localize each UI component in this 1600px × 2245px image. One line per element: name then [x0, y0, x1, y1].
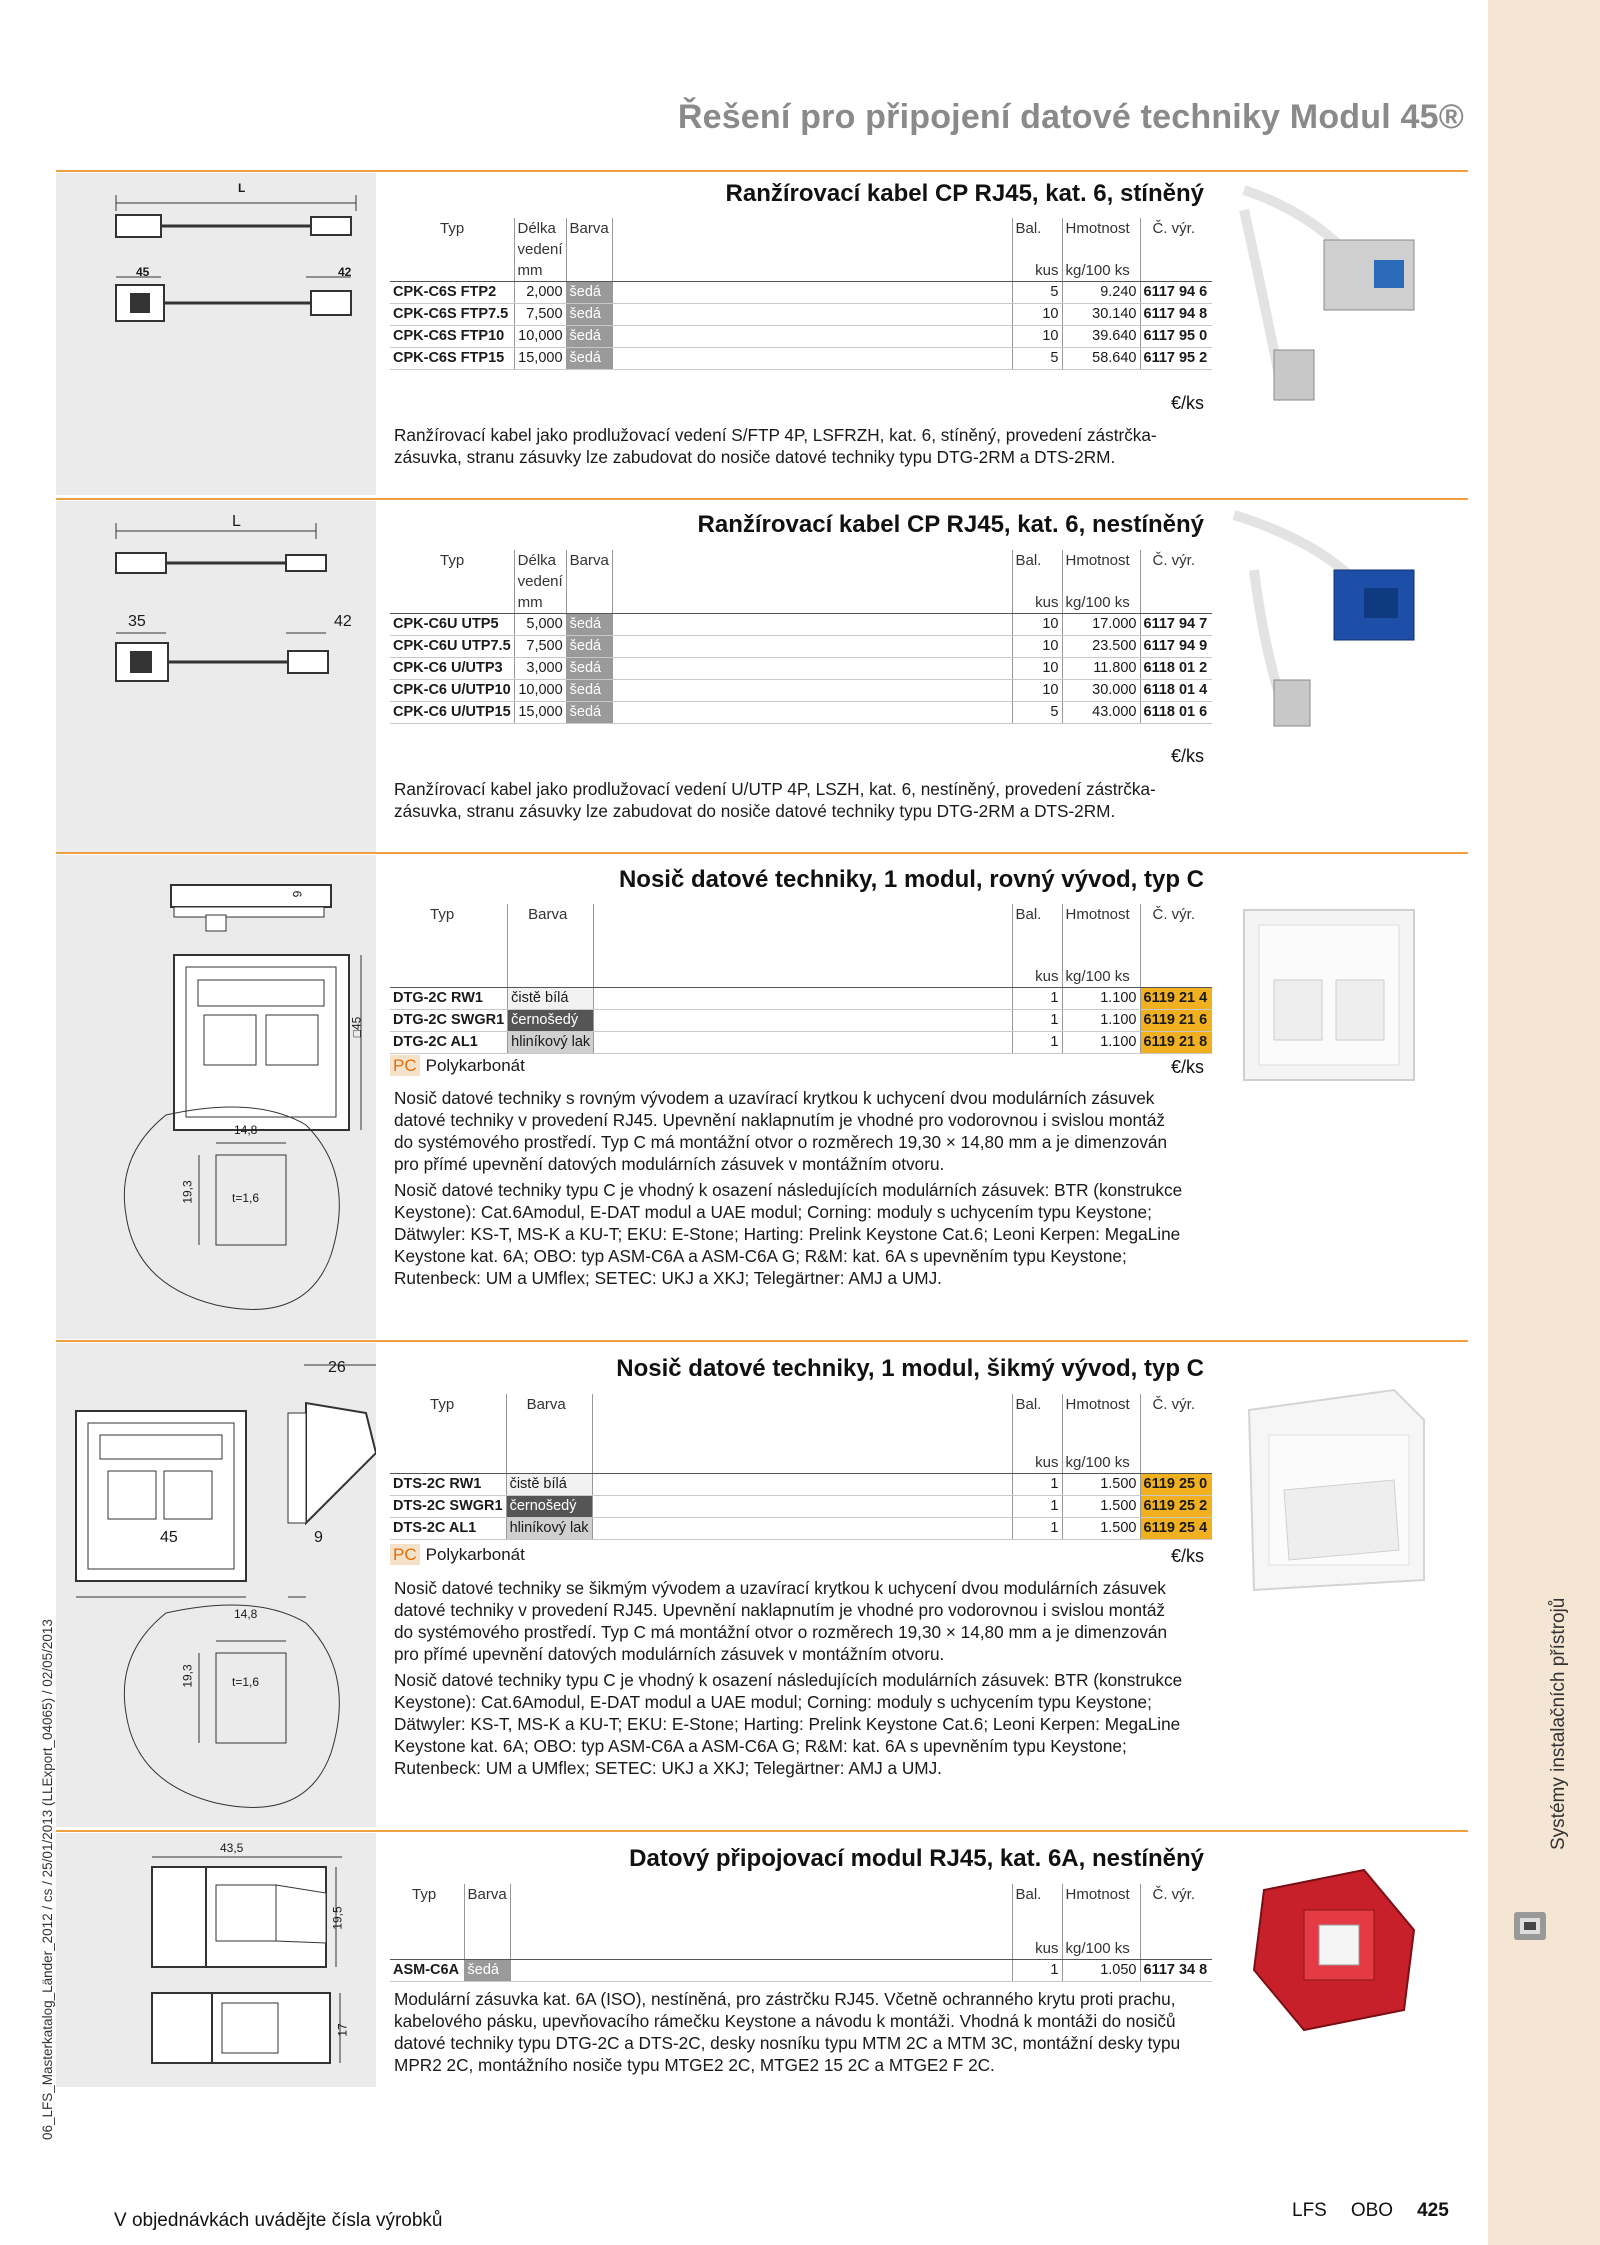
- page-title: Řešení pro připojení datové techniky Modul 45®: [677, 98, 1464, 136]
- dim-b: 42: [338, 265, 352, 279]
- section-title: Ranžírovací kabel CP RJ45, kat. 6, stíněný: [725, 180, 1204, 207]
- table-row: CPK-C6 U/UTP10 10,000 šedá 10 30.000 6118 01 4: [390, 680, 1212, 702]
- table-row: DTS-2C AL1 hliníkový lak 1 1.500 6119 25 4: [390, 1518, 1212, 1540]
- product-photo-carrier-straight: [1224, 900, 1438, 1100]
- socket-icon: [1512, 1908, 1548, 1944]
- table-row: ASM-C6A šedá 1 1.050 6117 34 8: [390, 1960, 1212, 1982]
- drawing-carrier-straight: 9 □45 14,8 19,3 t=1,6: [56, 855, 376, 1339]
- table-row: DTS-2C RW1 čistě bílá 1 1.500 6119 25 0: [390, 1474, 1212, 1496]
- table-row: CPK-C6S FTP15 15,000 šedá 5 58.640 6117 95 2: [390, 348, 1212, 370]
- product-table: Typ Délka vedení Barva Bal. Hmotnost Č. výr. mm kus kg/100 ks CPK-C6S FTP2 2,000 šedá 5 9.240 6117 94 6 CPK-C6S FTP7.5 7,500 šedá 10 30.140 6117 94 8 CPK-C6S FTP10 10,000 šedá 10 39.640 6117 95 0 CPK-C6S FTP15 15,000 šedá 5 58.640 6117 95 2: [390, 218, 1212, 370]
- material-note: PC Polykarbonát: [390, 1545, 525, 1565]
- currency-label: €/ks: [1170, 746, 1204, 766]
- product-photo-cable-unshielded: [1224, 510, 1438, 750]
- product-table: Typ Barva Bal. Hmotnost Č. výr. kus kg/100 ks DTG-2C RW1 čistě bílá 1 1.100 6119 21 4 DTG-2C SWGR1 černošedý 1 1.100 6119 21 6 DTG-2C AL1 hliníkový lak 1 1.100 6119 21 8: [390, 904, 1212, 1054]
- table-row: DTG-2C RW1 čistě bílá 1 1.100 6119 21 4: [390, 988, 1212, 1010]
- table-row: CPK-C6S FTP7.5 7,500 šedá 10 30.140 6117 94 8: [390, 304, 1212, 326]
- table-row: CPK-C6 U/UTP15 15,000 šedá 5 43.000 6118 01 6: [390, 702, 1212, 724]
- table-row: CPK-C6S FTP2 2,000 šedá 5 9.240 6117 94 6: [390, 282, 1212, 304]
- section-divider: [56, 1340, 1468, 1342]
- section-divider: [56, 852, 1468, 854]
- table-row: CPK-C6U UTP7.5 7,500 šedá 10 23.500 6117 94 9: [390, 636, 1212, 658]
- product-table: Typ Barva Bal. Hmotnost Č. výr. kus kg/100 ks DTS-2C RW1 čistě bílá 1 1.500 6119 25 0 DTS-2C SWGR1 černošedý 1 1.500 6119 25 2 DTS-2C AL1 hliníkový lak 1 1.500 6119 25 4: [390, 1394, 1212, 1540]
- drawing-module: 43,5 19,5 17: [56, 1833, 376, 2087]
- product-photo-carrier-angled: [1224, 1380, 1438, 1600]
- section-title: Nosič datové techniky, 1 modul, šikmý vývod, typ C: [616, 1355, 1204, 1382]
- section-title: Nosič datové techniky, 1 modul, rovný vývod, typ C: [618, 866, 1204, 893]
- section-title: Ranžírovací kabel CP RJ45, kat. 6, nestíněný: [697, 511, 1204, 538]
- description: Modulární zásuvka kat. 6A (ISO), nestíněná, pro zástrčku RJ45. Včetně ochranného krytu proti prachu, kabelového pásku, upevňovacího rámečku Keystone a návodu k montáži. Vhodná k montáži do nosičů datové techniky typu DTG-2C a DTS-2C, desky nosníku typu MTM 2C a MTM 3C, montážní desky typu MPR2 2C, montážního nosiče typu MTGE2 2C, MTGE2 15 2C a MTGE2 F 2C.: [394, 1989, 1181, 2075]
- product-table: Typ Barva Bal. Hmotnost Č. výr. kus kg/100 ks ASM-C6A šedá 1 1.050 6117 34 8: [390, 1884, 1212, 1982]
- table-row: DTG-2C SWGR1 černošedý 1 1.100 6119 21 6: [390, 1010, 1212, 1032]
- pc-badge: PC: [390, 1544, 420, 1565]
- section-title: Datový připojovací modul RJ45, kat. 6A, nestíněný: [629, 1845, 1204, 1872]
- description: Nosič datové techniky se šikmým vývodem a uzavírací krytkou k uchycení dvou modulárních zásuvek datové techniky v provedení RJ45. Upevnění naklapnutím je vhodné pro vodorovnou i svislou montáž do systémového prostředí. Typ C má montážní otvor o rozměrech 19,30 × 14,80 mm a je dimenzován pro přímé upevnění datových modulárních zásuvek v montážním otvoru. Nosič datové techniky typu C je vhodný k osazení následujících modulárních zásuvek: BTR (konstrukce Keystone): Cat.6Amodul, E-DAT modul a UAE modul; Corning: moduly s uchycením typu Keystone; Dätwyler: KS-T, MS-K a KU-T; EKU: E-Stone; Harting: Prelink Keystone Cat.6; Leoni Kerpen: MegaLine Keystone kat. 6A; OBO: typ ASM-C6A a ASM-C6A G; R&M: kat. 6A s upevněním typu Keystone; Rutenbeck: UM a UMflex; SETEC: UKJ a XKJ; Telegärtner: AMJ a UMJ.: [394, 1578, 1183, 1778]
- currency-label: €/ks: [1170, 1546, 1204, 1566]
- currency-label: €/ks: [1170, 393, 1204, 413]
- product-photo-module: [1224, 1860, 1438, 2040]
- footer-note: V objednávkách uvádějte čísla výrobků: [114, 2210, 443, 2231]
- table-row: DTS-2C SWGR1 černošedý 1 1.500 6119 25 2: [390, 1496, 1212, 1518]
- footer-brand: LFS OBO 425: [1292, 2200, 1449, 2221]
- dim-l: L: [238, 181, 246, 195]
- table-row: CPK-C6 U/UTP3 3,000 šedá 10 11.800 6118 01 2: [390, 658, 1212, 680]
- material-note: PC Polykarbonát: [390, 1056, 525, 1076]
- description: Ranžírovací kabel jako prodlužovací vedení U/UTP 4P, LSZH, kat. 6, nestíněný, provedení zástrčka-zásuvka, stranu zásuvky lze zabudovat do nosiče datové techniky typu DTG-2RM a DTS-2RM.: [394, 779, 1156, 821]
- product-table: Typ Délka vedení Barva Bal. Hmotnost Č. výr. mm kus kg/100 ks CPK-C6U UTP5 5,000 šedá 10 17.000 6117 94 7 CPK-C6U UTP7.5 7,500 šedá 10 23.500 6117 94 9 CPK-C6 U/UTP3 3,000 šedá 10 11.800 6118 01 2 CPK-C6 U/UTP10 10,000 šedá 10 30.000 6118 01 4 CPK-C6 U/UTP15 15,000 šedá 5 43.000 6118 01 6: [390, 550, 1212, 724]
- dim-l: L: [232, 513, 241, 530]
- description: Ranžírovací kabel jako prodlužovací vedení S/FTP 4P, LSFRZH, kat. 6, stíněný, provedení zástrčka-zásuvka, stranu zásuvky lze zabudovat do nosiče datové techniky typu DTG-2RM a DTS-2RM.: [394, 425, 1157, 467]
- product-photo-cable-shielded: [1224, 180, 1438, 420]
- section-divider: [56, 498, 1468, 500]
- drawing-cable-unshielded: [56, 501, 376, 853]
- table-row: CPK-C6S FTP10 10,000 šedá 10 39.640 6117 95 0: [390, 326, 1212, 348]
- table-row: DTG-2C AL1 hliníkový lak 1 1.100 6119 21 8: [390, 1032, 1212, 1054]
- drawing-cable-shielded: [56, 173, 376, 495]
- dim-b: 42: [334, 613, 352, 630]
- dim-a: 45: [136, 265, 150, 279]
- dim-a: 35: [128, 613, 146, 630]
- table-row: CPK-C6U UTP5 5,000 šedá 10 17.000 6117 94 7: [390, 614, 1212, 636]
- drawing-carrier-angled: 26 45 9 14,8 19,3 t=1,6: [56, 1343, 376, 1827]
- page-number: 425: [1417, 2200, 1449, 2221]
- description: Nosič datové techniky s rovným vývodem a uzavírací krytkou k uchycení dvou modulárních zásuvek datové techniky v provedení RJ45. Upevnění naklapnutím je vhodné pro vodorovnou i svislou montáž do systémového prostředí. Typ C má montážní otvor o rozměrech 19,30 × 14,80 mm a je dimenzován pro přímé upevnění datových modulárních zásuvek v montážním otvoru. Nosič datové techniky typu C je vhodný k osazení následujících modulárních zásuvek: BTR (konstrukce Keystone): Cat.6Amodul, E-DAT modul a UAE modul; Corning: moduly s uchycením typu Keystone; Dätwyler: KS-T, MS-K a KU-T; EKU: E-Stone; Harting: Prelink Keystone Cat.6; Leoni Kerpen: MegaLine Keystone kat. 6A; OBO: typ ASM-C6A a ASM-C6A G; R&M: kat. 6A s upevněním typu Keystone; Rutenbeck: UM a UMflex; SETEC: UKJ a XKJ; Telegärtner: AMJ a UMJ.: [394, 1088, 1183, 1288]
- vertical-meta: 06_LFS_Masterkatalog_Länder_2012 / cs / 25/01/2013 (LLExport_04065) / 02/05/2013: [40, 1619, 55, 2140]
- section-divider: [56, 170, 1468, 172]
- sidebar-label: Systémy instalačních přístrojů: [1548, 1597, 1569, 1850]
- pc-badge: PC: [390, 1055, 420, 1076]
- section-divider: [56, 1830, 1468, 1832]
- currency-label: €/ks: [1170, 1057, 1204, 1077]
